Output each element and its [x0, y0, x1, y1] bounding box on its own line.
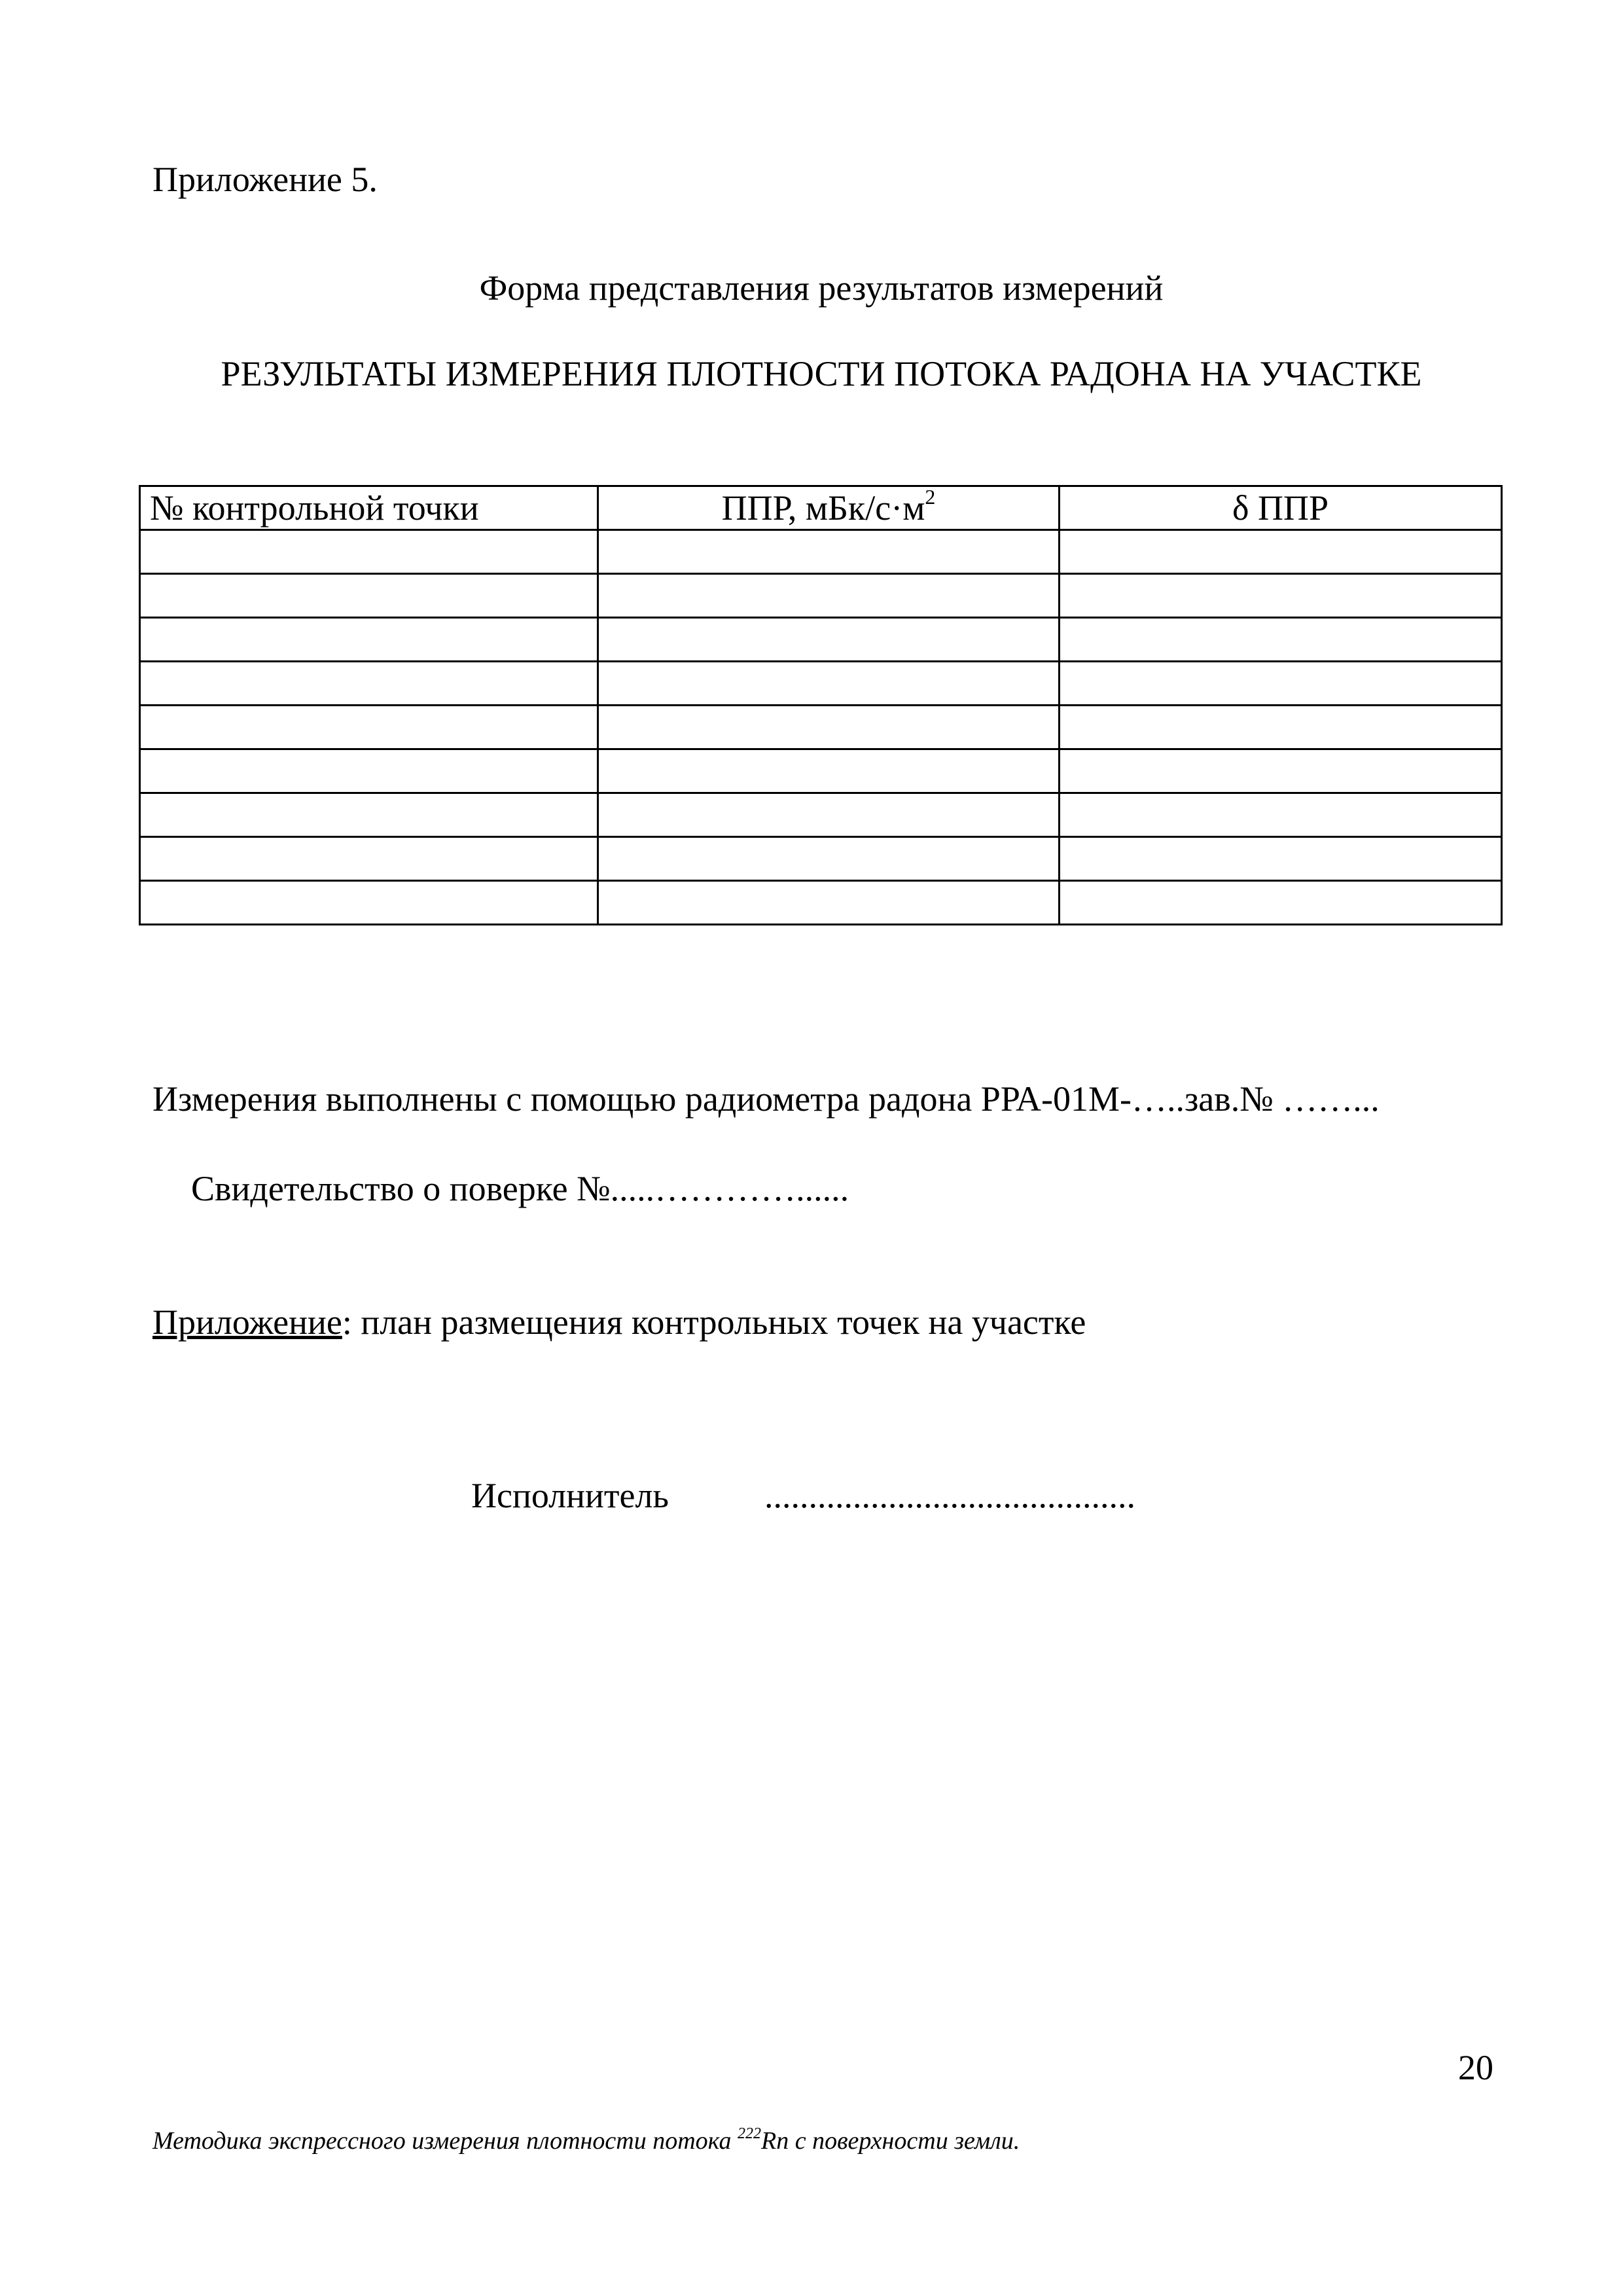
- table-cell: [598, 662, 1060, 706]
- table-row: [140, 881, 1502, 925]
- footer-text-before: Методика экспрессного измерения плотности потока: [152, 2127, 738, 2155]
- table-body: [140, 530, 1502, 925]
- table-cell: [1060, 706, 1502, 749]
- table-cell: [140, 706, 598, 749]
- table-cell: [140, 837, 598, 881]
- table-row: [140, 662, 1502, 706]
- calibration-certificate-line: Свидетельство о поверке №.....…………......: [191, 1169, 849, 1208]
- table-cell: [598, 574, 1060, 618]
- table-row: [140, 793, 1502, 837]
- executor-signature-line: ..........................................: [764, 1476, 1135, 1515]
- table-cell: [1060, 618, 1502, 662]
- table-cell: [1060, 662, 1502, 706]
- attachment-note: [152, 1304, 1086, 1340]
- table-cell: [1060, 793, 1502, 837]
- executor-label: Исполнитель: [471, 1476, 669, 1515]
- form-title: Форма представления результатов измерений: [479, 268, 1164, 308]
- attachment-label: Приложение: [152, 1302, 342, 1342]
- column-header-flux-uncertainty: δ ППР: [1060, 486, 1502, 530]
- page-number: 20: [1458, 2048, 1493, 2087]
- table-cell: [140, 574, 598, 618]
- table-cell: [598, 793, 1060, 837]
- table-row: [140, 749, 1502, 793]
- table-header-row: [140, 486, 1502, 530]
- table-cell: [140, 881, 598, 925]
- table-cell: [140, 662, 598, 706]
- table-cell: [598, 530, 1060, 574]
- appendix-label: Приложение 5.: [152, 160, 378, 199]
- table-cell: [598, 837, 1060, 881]
- table-cell: [140, 749, 598, 793]
- table-row: [140, 618, 1502, 662]
- table-row: [140, 574, 1502, 618]
- results-table: [139, 485, 1503, 925]
- table-cell: [598, 706, 1060, 749]
- table-cell: [1060, 530, 1502, 574]
- attachment-text: : план размещения контрольных точек на участке: [342, 1302, 1086, 1342]
- table-cell: [1060, 574, 1502, 618]
- unit-exponent: 2: [925, 485, 936, 509]
- isotope-mass-number: 222: [737, 2125, 761, 2142]
- column-header-point-number: № контрольной точки: [140, 486, 598, 530]
- table-cell: [1060, 837, 1502, 881]
- table-cell: [140, 530, 598, 574]
- footer-title: [152, 2126, 1020, 2155]
- column-header-flux-density: ППР, мБк/$с\cdot м^2$: [598, 486, 1060, 530]
- footer-text-after: Rn с поверхности земли.: [760, 2127, 1020, 2155]
- table-cell: [1060, 749, 1502, 793]
- main-heading: РЕЗУЛЬТАТЫ ИЗМЕРЕНИЯ ПЛОТНОСТИ ПОТОКА РАДОНА НА УЧАСТКЕ: [221, 354, 1422, 393]
- table-cell: [598, 881, 1060, 925]
- table-cell: [598, 749, 1060, 793]
- table-cell: [140, 618, 598, 662]
- table-cell: [598, 618, 1060, 662]
- table-cell: [140, 793, 598, 837]
- table-row: [140, 530, 1502, 574]
- table-row: [140, 837, 1502, 881]
- table-row: [140, 706, 1502, 749]
- table-cell: [1060, 881, 1502, 925]
- instrument-statement: Измерения выполнены с помощью радиометра радона РРА-01М-…..зав.№ ……...: [152, 1079, 1380, 1119]
